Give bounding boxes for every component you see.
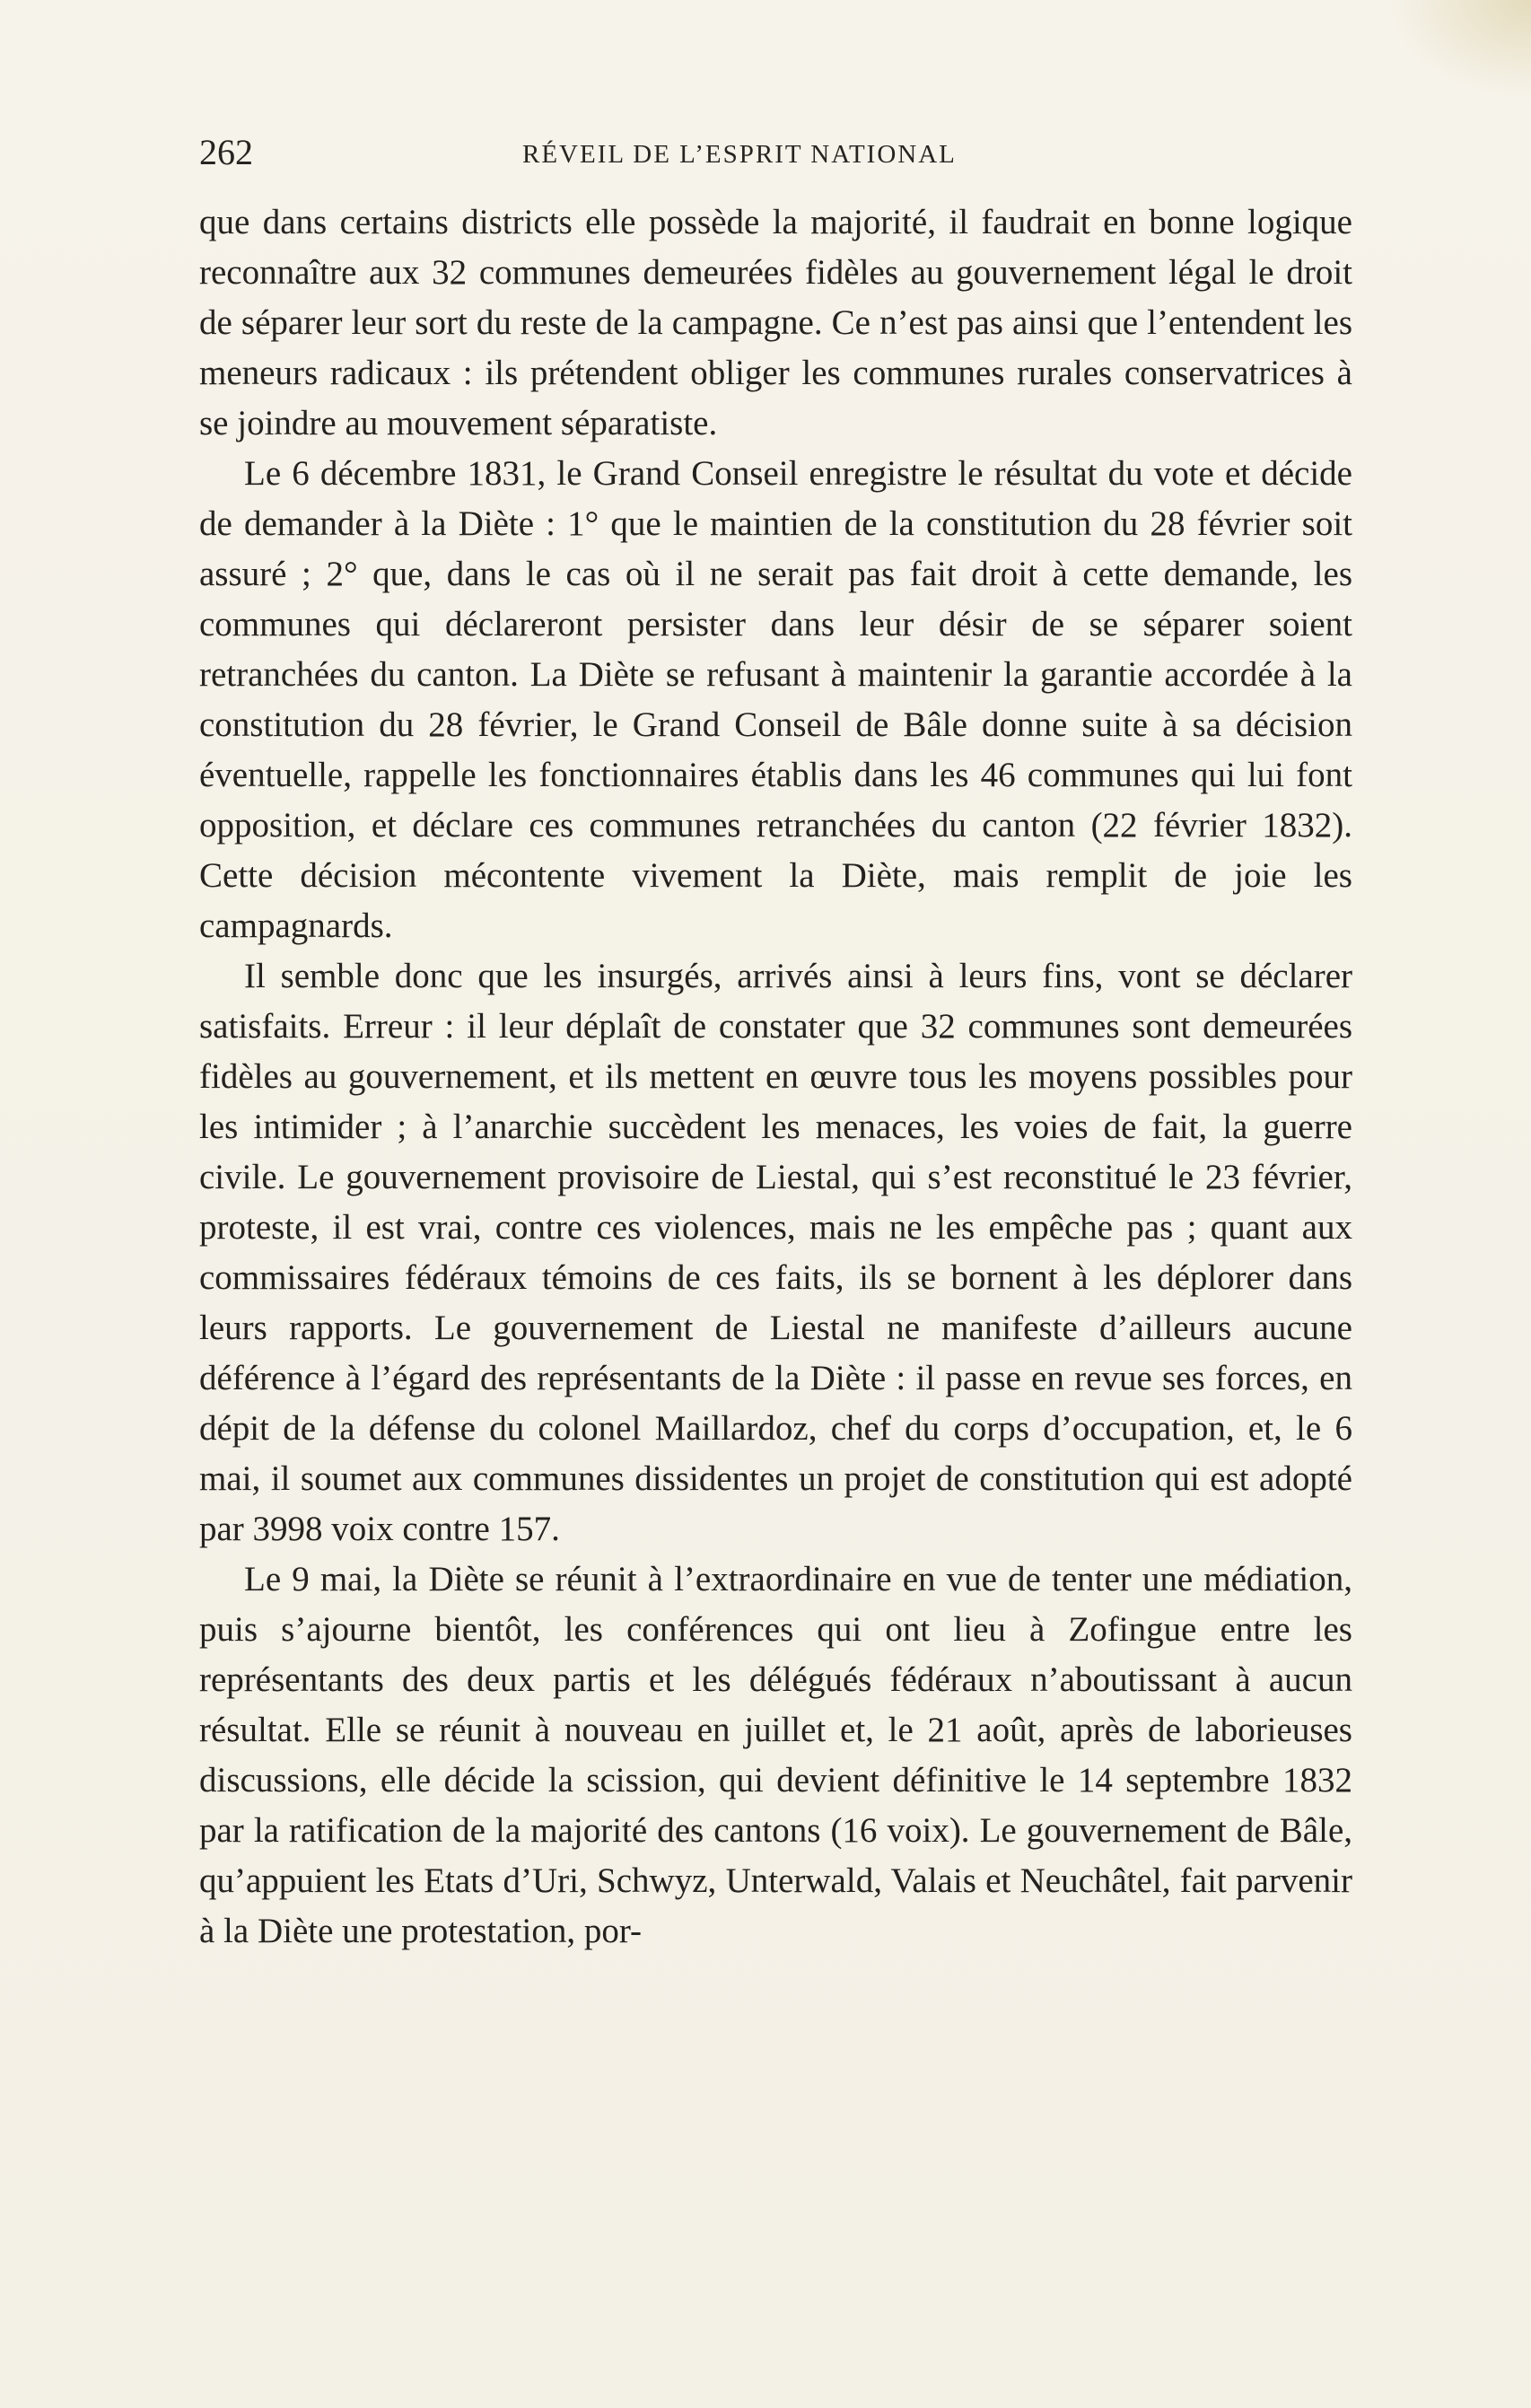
body-text: [199, 197, 1352, 1957]
paragraph: Le 9 mai, la Diète se réunit à l’extraordinaire en vue de tenter une médiation, puis s’ajourne bientôt, les conférences qui ont lieu à Zofingue entre les représentants des deux partis et les délégués fédéraux n’aboutissant à aucun résultat. Elle se réunit à nouveau en juillet et, le 21 août, après de laborieuses discussions, elle décide la scission, qui devient définitive le 14 septembre 1832 par la ratification de la majorité des cantons (16 voix). Le gouvernement de Bâle, qu’appuient les Etats d’Uri, Schwyz, Unterwald, Valais et Neuchâtel, fait parvenir à la Diète une protestation, por-: [199, 1560, 1352, 1950]
paragraph: Il semble donc que les insurgés, arrivés ainsi à leurs fins, vont se déclarer satisfaits. Erreur : il leur déplaît de constater que 32 communes sont demeurées fidèles au gouvernement, et ils mettent en œuvre tous les moyens possibles pour les intimider ; à l’anarchie succèdent les menaces, les voies de fait, la guerre civile. Le gouvernement provisoire de Liestal, qui s’est reconstitué le 23 février, proteste, il est vrai, contre ces violences, mais ne les empêche pas ; quant aux commissaires fédéraux témoins de ces faits, ils se bornent à les déplorer dans leurs rapports. Le gouvernement de Liestal ne manifeste d’ailleurs aucune déférence à l’égard des représentants de la Diète : il passe en revue ses forces, en dépit de la défense du colonel Maillardoz, chef du corps d’occupation, et, le 6 mai, il soumet aux communes dissidentes un projet de constitution qui est adopté par 3998 voix contre 157.: [199, 957, 1352, 1548]
page-number: 262: [199, 132, 253, 172]
paragraph: Le 6 décembre 1831, le Grand Conseil enregistre le résultat du vote et décide de demander à la Diète : 1° que le maintien de la constitution du 28 février soit assuré ; 2° que, dans le cas où il ne serait pas fait droit à cette demande, les communes qui déclareront persister dans leur désir de se séparer soient retranchées du canton. La Diète se refusant à maintenir la garantie accordée à la constitution du 28 février, le Grand Conseil de Bâle donne suite à sa décision éventuelle, rappelle les fonctionnaires établis dans les 46 communes qui lui font opposition, et déclare ces communes retranchées du canton (22 février 1832). Cette décision mécontente vivement la Diète, mais remplit de joie les campagnards.: [199, 454, 1352, 945]
paper-stain: [1387, 0, 1531, 99]
paragraph-continuation: que dans certains districts elle possède la majorité, il faudrait en bonne logique reconnaître aux 32 communes demeurées fidèles au gouvernement légal le droit de séparer leur sort du reste de la campagne. Ce n’est pas ainsi que l’entendent les meneurs radicaux : ils prétendent obliger les communes rurales conservatrices à se joindre au mouvement séparatiste.: [199, 203, 1352, 442]
running-title: RÉVEIL DE L’ESPRIT NATIONAL: [522, 140, 957, 169]
page-header: [199, 127, 1352, 181]
